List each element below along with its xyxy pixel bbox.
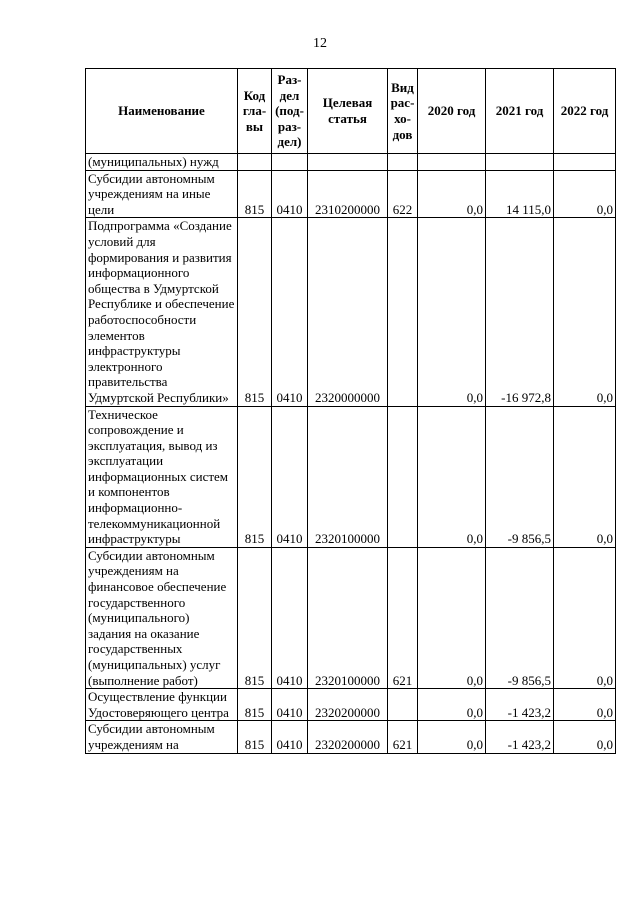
row-2022: 0,0	[554, 406, 616, 547]
row-2022: 0,0	[554, 689, 616, 721]
row-2021: 14 115,0	[486, 170, 554, 218]
header-code: Код гла-вы	[238, 69, 272, 154]
row-section: 0410	[272, 689, 308, 721]
row-section: 0410	[272, 721, 308, 753]
row-target: 2320200000	[308, 689, 388, 721]
row-target	[308, 154, 388, 171]
row-2020: 0,0	[418, 689, 486, 721]
row-name: Техническое сопровождение и эксплуатация, вывод из эксплуатации информационных систем и компонентов информационно-телекоммуникационной инфраструктуры	[86, 406, 238, 547]
row-2020: 0,0	[418, 547, 486, 688]
row-code: 815	[238, 170, 272, 218]
table-row	[86, 154, 616, 171]
row-2020: 0,0	[418, 170, 486, 218]
row-2021: -16 972,8	[486, 218, 554, 406]
row-code: 815	[238, 547, 272, 688]
table-header-row	[86, 69, 616, 154]
header-name: Наименование	[86, 69, 238, 154]
row-name: Осуществление функции Удостоверяющего центра	[86, 689, 238, 721]
row-expense: 621	[388, 721, 418, 753]
header-2020: 2020 год	[418, 69, 486, 154]
row-section: 0410	[272, 170, 308, 218]
budget-table	[85, 68, 616, 754]
row-expense	[388, 154, 418, 171]
row-code: 815	[238, 406, 272, 547]
row-expense	[388, 218, 418, 406]
row-target: 2310200000	[308, 170, 388, 218]
table-row	[86, 689, 616, 721]
row-code: 815	[238, 721, 272, 753]
row-section	[272, 154, 308, 171]
row-2021: -9 856,5	[486, 547, 554, 688]
row-target: 2320200000	[308, 721, 388, 753]
row-expense	[388, 689, 418, 721]
row-2022: 0,0	[554, 170, 616, 218]
row-code: 815	[238, 218, 272, 406]
row-2022: 0,0	[554, 218, 616, 406]
row-expense: 622	[388, 170, 418, 218]
row-2021: -1 423,2	[486, 721, 554, 753]
row-target: 2320100000	[308, 547, 388, 688]
row-code	[238, 154, 272, 171]
row-name: Субсидии автономным учреждениям на	[86, 721, 238, 753]
row-target: 2320000000	[308, 218, 388, 406]
row-section: 0410	[272, 406, 308, 547]
row-2022: 0,0	[554, 547, 616, 688]
header-expense: Вид рас-хо-дов	[388, 69, 418, 154]
row-section: 0410	[272, 218, 308, 406]
row-section: 0410	[272, 547, 308, 688]
header-target: Целевая статья	[308, 69, 388, 154]
table-row	[86, 218, 616, 406]
table-row	[86, 406, 616, 547]
row-2020	[418, 154, 486, 171]
table-row	[86, 170, 616, 218]
row-2020: 0,0	[418, 218, 486, 406]
row-target: 2320100000	[308, 406, 388, 547]
header-section: Раз-дел (под-раз-дел)	[272, 69, 308, 154]
header-2021: 2021 год	[486, 69, 554, 154]
row-2020: 0,0	[418, 721, 486, 753]
row-name: Подпрограмма «Создание условий для формирования и развития информационного общества в Удмуртской Республике и обеспечение работоспособности элементов инфраструктуры электронного правительства Удмуртской Республики»	[86, 218, 238, 406]
row-2022: 0,0	[554, 721, 616, 753]
row-name: Субсидии автономным учреждениям на иные цели	[86, 170, 238, 218]
table-row	[86, 547, 616, 688]
row-code: 815	[238, 689, 272, 721]
table-row	[86, 721, 616, 753]
row-expense: 621	[388, 547, 418, 688]
page-number: 12	[313, 36, 327, 51]
row-2022	[554, 154, 616, 171]
row-2021: -9 856,5	[486, 406, 554, 547]
row-2021	[486, 154, 554, 171]
header-2022: 2022 год	[554, 69, 616, 154]
row-2021: -1 423,2	[486, 689, 554, 721]
row-expense	[388, 406, 418, 547]
row-name: (муниципальных) нужд	[86, 154, 238, 171]
row-name: Субсидии автономным учреждениям на финансовое обеспечение государственного (муниципального) задания на оказание государственных (муниципальных) услуг (выполнение работ)	[86, 547, 238, 688]
row-2020: 0,0	[418, 406, 486, 547]
